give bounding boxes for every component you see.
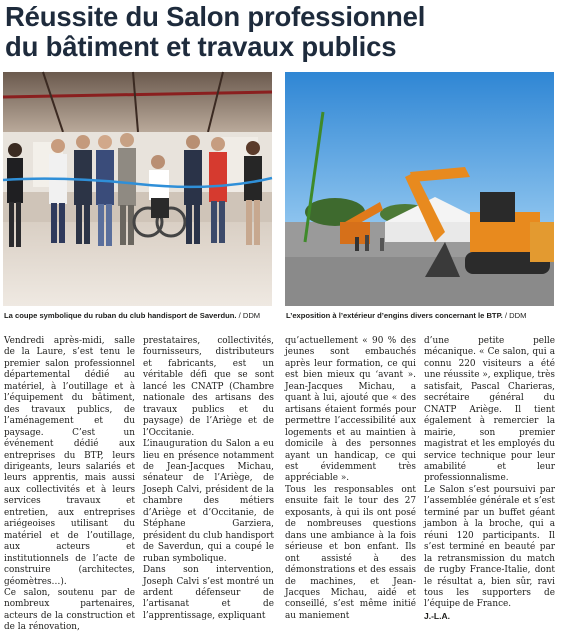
headline-line-2: du bâtiment et travaux publics <box>5 31 397 62</box>
article-headline <box>5 2 560 62</box>
left-caption-text: La coupe symbolique du ruban du club handisport de Saverdun. <box>4 311 237 320</box>
machinery-exhibition-photo <box>285 72 554 306</box>
article-column-3 <box>285 336 416 621</box>
col4-paragraph-1: d’une petite pelle mécanique. « Ce salon, qui a connu 220 visiteurs a été une réussite », explique, très satisfait, Pascal Charieras, secrétaire général du CNATP Ariège. Il tient également à remercier la mairie, son premier magistrat et les employés du service technique pour leur amabilité et leur professionnalisme. <box>424 336 555 484</box>
col3-paragraph-2: Tous les responsables ont ensuite fait le tour des 27 exposants, à qui ils ont posé de nombreuses questions dans une ambiance à la fois sérieuse et bon enfant. Ils ont assisté à des démonstrations et des essais de machines, et Jean-Jacques Michau, aidé et conseillé, s’est même initié au maniement <box>285 484 416 621</box>
col2-paragraph-2: L’inauguration du Salon a eu lieu en présence notamment de Jean-Jacques Michau, sénateur de l’Ariège, de Joseph Calvi, président de la chambre des métiers d’Ariège et d’Occitanie, de Stéphane Garziera, président du club handisport de Saverdun, qui a coupé le ruban symbolique. <box>143 439 274 564</box>
ribbon-cutting-photo <box>3 72 272 306</box>
right-caption-text: L’exposition à l’extérieur d’engins divers concernant le BTP. <box>286 311 503 320</box>
col2-paragraph-1: prestataires, collectivités, fournisseurs, distributeurs et fabricants, est un véritable défi que se sont lancé les CNATP (Chambre nationale des artisans des travaux publics et du paysage) de l’Ariège et de l’Occitanie. <box>143 336 274 438</box>
right-caption-credit: / DDM <box>504 311 527 320</box>
col1-paragraph-1: Vendredi après-midi, salle de la Laure, s’est tenu le premier salon professionnel départemental dédié au matériel, à l’outillage et à l’équipement du bâtiment, des travaux publics, de l’aménagement et du paysage. C’est un événement dédié aux entreprises du BTP, leurs dirigeants, leurs salariés et leurs apprentis, mais aussi aux collectivités et à leurs services travaux et entretien, aux entreprises ariégeoises utilisant du matériel et de l’outillage, aux acteurs et institutionnels de l’acte de construire (architectes, géomètres…). <box>4 336 135 587</box>
col3-paragraph-1: qu’actuellement « 90 % des jeunes sont embauchés après leur formation, ce qui est bien mieux qu ‘avant ». Jean-Jacques Michau, a quant à lui, ajouté que « des artisans étaient formés pour permettre l’accessibilité aux logements et au maintien à domicile à des personnes ayant un handicap, ce qui est évidemment très appréciable ». <box>285 336 416 484</box>
col1-paragraph-2: Ce salon, soutenu par de nombreux partenaires, acteurs de la construction et de la rénovation, <box>4 587 135 633</box>
col4-paragraph-2: Le Salon s’est poursuivi par l’assemblée générale et s’est terminé par un buffet géant jambon à la broche, qui a réuni 120 participants. Il s’est terminé en beauté par la retransmission du match de rugby France-Italie, dont le résultat a, bien sûr, ravi tous les supporters de l’équipe de France. <box>424 484 555 610</box>
right-photo-caption <box>286 311 526 321</box>
article-column-2 <box>143 336 274 621</box>
col2-paragraph-3: Dans son intervention, Joseph Calvi s’est montré un ardent défenseur de l’artisanat et de l’apprentissage, expliquant <box>143 565 274 621</box>
article-column-1 <box>4 336 135 633</box>
article-column-4 <box>424 336 555 621</box>
left-photo-caption <box>4 311 260 321</box>
author-signature: J.-L.A. <box>424 610 450 621</box>
headline-line-1: Réussite du Salon professionnel <box>5 1 426 32</box>
left-caption-credit: / DDM <box>238 311 261 320</box>
